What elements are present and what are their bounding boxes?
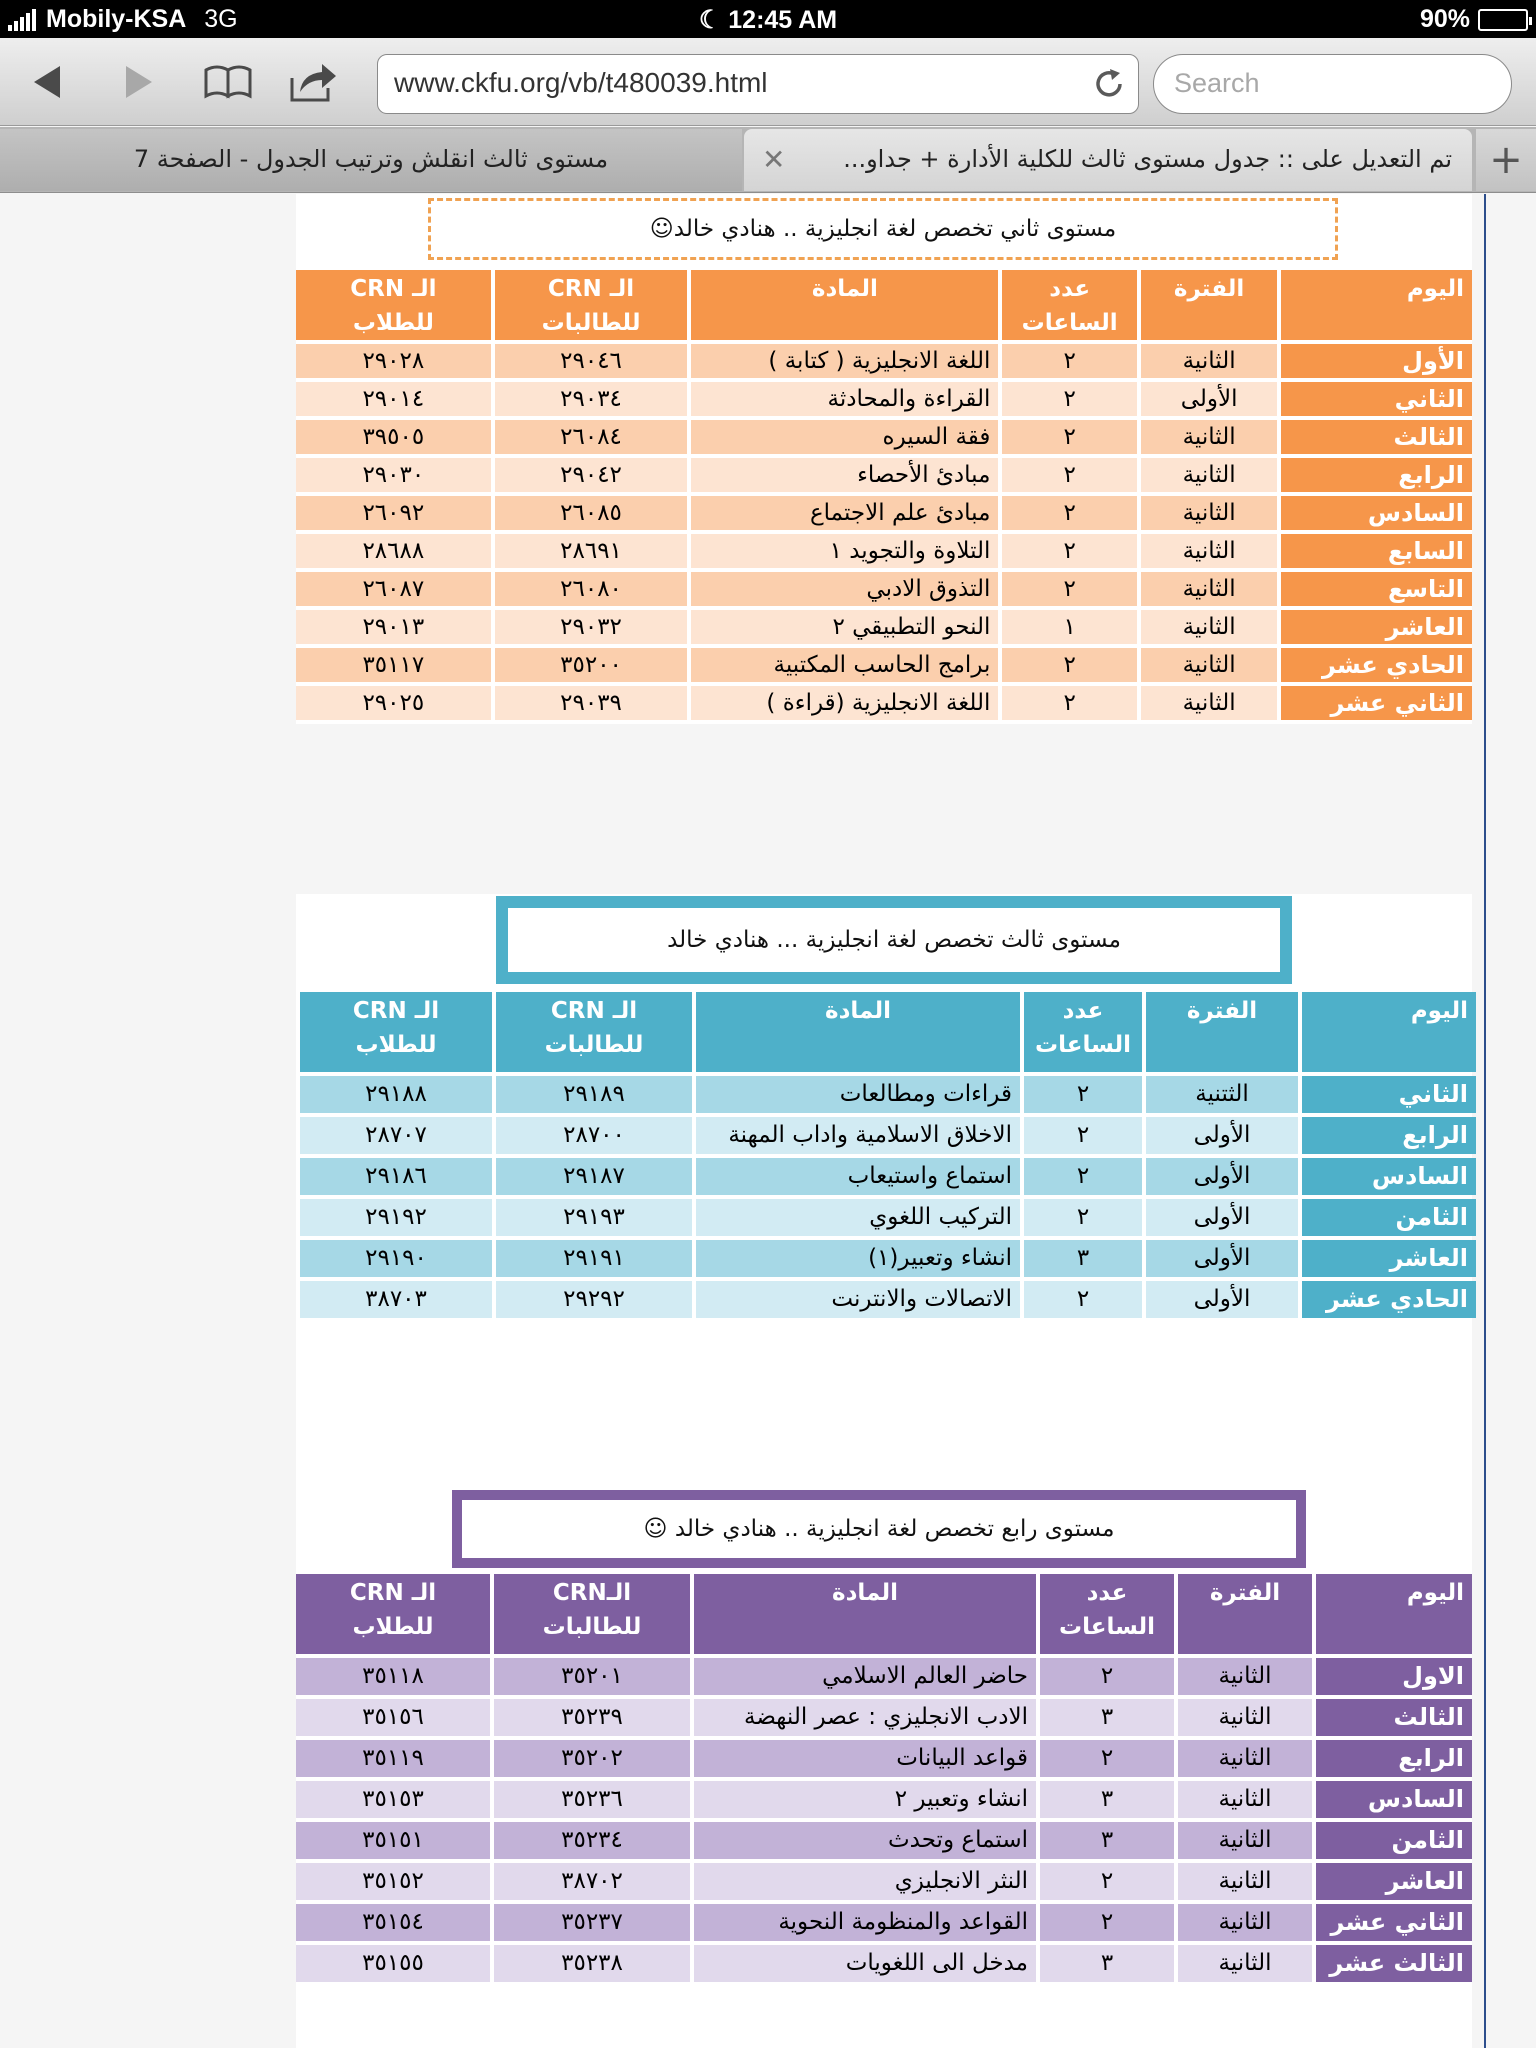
crn-male-cell: ٢٦٠٨٧ <box>296 572 491 606</box>
table-row <box>300 1158 1476 1195</box>
period-cell: الثانية <box>1141 420 1277 454</box>
crn-female-cell: ٢٩٠٤٦ <box>495 344 688 378</box>
hours-cell: ٢ <box>1002 572 1136 606</box>
day-cell: الثاني عشر <box>1281 686 1472 720</box>
crn-female-cell: ٣٥٢٣٩ <box>494 1699 690 1736</box>
page-edge-line <box>1484 194 1486 2048</box>
url-bar[interactable] <box>377 54 1139 114</box>
subject-cell: النحو التطبيقي ٢ <box>691 610 998 644</box>
period-cell: الثانية <box>1141 496 1277 530</box>
hours-cell: ٢ <box>1002 458 1136 492</box>
table-title <box>452 1490 1306 1568</box>
period-cell: الثانية <box>1141 686 1277 720</box>
crn-female-cell: ٣٥٢٣٧ <box>494 1904 690 1941</box>
period-cell: الثانية <box>1141 344 1277 378</box>
table-row <box>296 420 1472 454</box>
status-bar <box>0 0 1536 38</box>
table-row <box>296 1863 1472 1900</box>
period-cell: الأولى <box>1141 382 1277 416</box>
day-cell: السادس <box>1281 496 1472 530</box>
subject-cell: التذوق الادبي <box>691 572 998 606</box>
period-cell: الثتنية <box>1146 1076 1298 1113</box>
subject-cell: مبادئ الأحصاء <box>691 458 998 492</box>
hours-cell: ٢ <box>1024 1117 1142 1154</box>
period-cell: الأولى <box>1146 1117 1298 1154</box>
table-row <box>296 382 1472 416</box>
day-cell: الرابع <box>1316 1740 1472 1777</box>
day-cell: الرابع <box>1281 458 1472 492</box>
hours-cell: ٣ <box>1040 1822 1174 1859</box>
table-row <box>296 1822 1472 1859</box>
header-hours: عدد الساعات <box>1024 992 1142 1072</box>
close-tab-icon[interactable]: ✕ <box>762 143 786 176</box>
period-cell: الثانية <box>1178 1781 1312 1818</box>
crn-male-cell: ٢٨٧٠٧ <box>300 1117 492 1154</box>
header-crn-male: الـ CRN للطلاب <box>296 1574 490 1654</box>
table-row <box>300 1117 1476 1154</box>
hours-cell: ٣ <box>1040 1781 1174 1818</box>
crn-female-cell: ٢٩١٨٧ <box>496 1158 692 1195</box>
crn-female-cell: ٣٥٢٠٢ <box>494 1740 690 1777</box>
crn-male-cell: ٣٨٧٠٣ <box>300 1281 492 1318</box>
tab-schedule-page[interactable] <box>0 129 742 191</box>
crn-male-cell: ٢٩١٩٠ <box>300 1240 492 1277</box>
hours-cell: ٣ <box>1040 1699 1174 1736</box>
crn-female-cell: ٢٦٠٨٠ <box>495 572 688 606</box>
level-4-panel <box>296 1486 1472 2048</box>
table-row <box>296 1904 1472 1941</box>
subject-cell: استماع وتحدث <box>694 1822 1036 1859</box>
period-cell: الثانية <box>1178 1699 1312 1736</box>
header-row <box>296 270 1472 340</box>
crn-male-cell: ٣٥١٥٣ <box>296 1781 490 1818</box>
crn-male-cell: ٢٩٠١٣ <box>296 610 491 644</box>
crn-female-cell: ٢٩٠٣٢ <box>495 610 688 644</box>
subject-cell: اللغة الانجليزية ( كتابة ) <box>691 344 998 378</box>
period-cell: الثانية <box>1141 458 1277 492</box>
hours-cell: ٢ <box>1002 420 1136 454</box>
hours-cell: ٢ <box>1002 686 1136 720</box>
header-row <box>300 992 1476 1072</box>
header-subject: المادة <box>691 270 998 340</box>
tab-current[interactable] <box>744 129 1472 191</box>
crn-male-cell: ٣٥١١٩ <box>296 1740 490 1777</box>
hours-cell: ٢ <box>1002 496 1136 530</box>
table-row <box>300 1076 1476 1113</box>
day-cell: الثاني عشر <box>1316 1904 1472 1941</box>
header-subject: المادة <box>694 1574 1036 1654</box>
header-row <box>296 1574 1472 1654</box>
hours-cell: ٢ <box>1002 648 1136 682</box>
period-cell: الثانية <box>1141 572 1277 606</box>
crn-female-cell: ٢٩١٨٩ <box>496 1076 692 1113</box>
day-cell: الثامن <box>1302 1199 1476 1236</box>
table-row <box>296 1740 1472 1777</box>
hours-cell: ٢ <box>1002 382 1136 416</box>
share-button[interactable] <box>284 52 344 112</box>
day-cell: التاسع <box>1281 572 1472 606</box>
day-cell: الثامن <box>1316 1822 1472 1859</box>
crn-female-cell: ٣٥٢٣٨ <box>494 1945 690 1982</box>
table-title <box>428 198 1338 260</box>
period-cell: الثانية <box>1178 1945 1312 1982</box>
hours-cell: ٢ <box>1040 1658 1174 1695</box>
url-text: www.ckfu.org/vb/t480039.html <box>394 67 768 98</box>
crn-female-cell: ٢٩٠٤٢ <box>495 458 688 492</box>
header-crn-male: الـ CRN للطلاب <box>300 992 492 1072</box>
day-cell: الرابع <box>1302 1117 1476 1154</box>
table-row <box>300 1240 1476 1277</box>
crn-male-cell: ٢٦٠٩٢ <box>296 496 491 530</box>
subject-cell: استماع واستيعاب <box>696 1158 1020 1195</box>
period-cell: الأولى <box>1146 1281 1298 1318</box>
crn-female-cell: ٢٩٢٩٢ <box>496 1281 692 1318</box>
subject-cell: الاخلاق الاسلامية واداب المهنة <box>696 1117 1020 1154</box>
crn-male-cell: ٣٩٥٠٥ <box>296 420 491 454</box>
crn-female-cell: ٢٨٦٩١ <box>495 534 688 568</box>
table-row <box>296 1658 1472 1695</box>
table-row <box>296 496 1472 530</box>
table-title-text: مستوى رابع تخصص لغة انجليزية .. هنادي خالد ☺ <box>643 1516 1115 1542</box>
table-row <box>296 648 1472 682</box>
day-cell: السادس <box>1302 1158 1476 1195</box>
day-cell: الاول <box>1316 1658 1472 1695</box>
subject-cell: فقة السيره <box>691 420 998 454</box>
day-cell: الثالث <box>1281 420 1472 454</box>
day-cell: السابع <box>1281 534 1472 568</box>
period-cell: الثانية <box>1141 610 1277 644</box>
search-placeholder: Search <box>1174 68 1260 98</box>
subject-cell: القواعد والمنظومة النحوية <box>694 1904 1036 1941</box>
period-cell: الثانية <box>1178 1740 1312 1777</box>
moon-icon: ☾ <box>698 6 722 34</box>
crn-male-cell: ٣٥١٥٥ <box>296 1945 490 1982</box>
search-input[interactable] <box>1153 54 1512 114</box>
hours-cell: ٢ <box>1024 1158 1142 1195</box>
table-row <box>296 1945 1472 1982</box>
browser-toolbar <box>0 38 1536 126</box>
header-day: اليوم <box>1316 1574 1472 1654</box>
header-period: الفترة <box>1146 992 1298 1072</box>
crn-female-cell: ٢٩١٩١ <box>496 1240 692 1277</box>
hours-cell: ١ <box>1002 610 1136 644</box>
period-cell: الأولى <box>1146 1199 1298 1236</box>
table-row <box>296 572 1472 606</box>
header-period: الفترة <box>1178 1574 1312 1654</box>
day-cell: الثالث <box>1316 1699 1472 1736</box>
forward-button[interactable] <box>108 52 168 112</box>
day-cell: الثالث عشر <box>1316 1945 1472 1982</box>
period-cell: الأولى <box>1146 1240 1298 1277</box>
reload-icon[interactable] <box>1092 67 1126 101</box>
header-day: اليوم <box>1281 270 1472 340</box>
crn-male-cell: ٣٥١٥٦ <box>296 1699 490 1736</box>
bookmarks-button[interactable] <box>198 52 258 112</box>
header-hours: عدد الساعات <box>1040 1574 1174 1654</box>
period-cell: الثانية <box>1178 1904 1312 1941</box>
crn-male-cell: ٢٩٠١٤ <box>296 382 491 416</box>
hours-cell: ٢ <box>1002 344 1136 378</box>
schedule-table <box>296 988 1480 1322</box>
header-day: اليوم <box>1302 992 1476 1072</box>
subject-cell: النثر الانجليزي <box>694 1863 1036 1900</box>
subject-cell: مبادئ علم الاجتماع <box>691 496 998 530</box>
crn-male-cell: ٣٥١١٧ <box>296 648 491 682</box>
crn-male-cell: ٣٥١٥٤ <box>296 1904 490 1941</box>
day-cell: الحادي عشر <box>1302 1281 1476 1318</box>
header-hours: عدد الساعات <box>1002 270 1136 340</box>
hours-cell: ٢ <box>1040 1863 1174 1900</box>
subject-cell: مدخل الى اللغويات <box>694 1945 1036 1982</box>
hours-cell: ٣ <box>1040 1945 1174 1982</box>
crn-female-cell: ٣٥٢٣٦ <box>494 1781 690 1818</box>
crn-male-cell: ٣٥١٥٢ <box>296 1863 490 1900</box>
tab-label: تم التعديل على :: جدول مستوى ثالث للكلية الأدارة + جداو... <box>843 145 1452 173</box>
share-icon <box>288 60 340 104</box>
hours-cell: ٣ <box>1024 1240 1142 1277</box>
crn-male-cell: ٢٩٠٢٥ <box>296 686 491 720</box>
subject-cell: التركيب اللغوي <box>696 1199 1020 1236</box>
tab-label: مستوى ثالث انقلش وترتيب الجدول - الصفحة 7 <box>133 145 609 173</box>
subject-cell: الادب الانجليزي : عصر النهضة <box>694 1699 1036 1736</box>
crn-male-cell: ٢٩١٩٢ <box>300 1199 492 1236</box>
day-cell: العاشر <box>1281 610 1472 644</box>
table-row <box>296 534 1472 568</box>
crn-female-cell: ٢٨٧٠٠ <box>496 1117 692 1154</box>
crn-female-cell: ٢٦٠٨٥ <box>495 496 688 530</box>
crn-male-cell: ٢٩٠٢٨ <box>296 344 491 378</box>
schedule-table <box>292 266 1476 724</box>
subject-cell: برامج الحاسب المكتبية <box>691 648 998 682</box>
day-cell: الثاني <box>1302 1076 1476 1113</box>
tab-bar <box>0 127 1536 193</box>
crn-male-cell: ٢٩١٨٨ <box>300 1076 492 1113</box>
period-cell: الأولى <box>1146 1158 1298 1195</box>
new-tab-button[interactable] <box>1476 129 1536 191</box>
subject-cell: حاضر العالم الاسلامي <box>694 1658 1036 1695</box>
subject-cell: قواعد البيانات <box>694 1740 1036 1777</box>
battery-icon <box>1478 9 1528 31</box>
crn-female-cell: ٣٥٢٠٠ <box>495 648 688 682</box>
back-button[interactable] <box>18 52 78 112</box>
day-cell: العاشر <box>1316 1863 1472 1900</box>
crn-female-cell: ٢٩٠٣٩ <box>495 686 688 720</box>
table-row <box>296 686 1472 720</box>
subject-cell: انشاء وتعبير ٢ <box>694 1781 1036 1818</box>
level-2-panel <box>296 194 1472 724</box>
table-row <box>296 344 1472 378</box>
crn-male-cell: ٣٥١٥١ <box>296 1822 490 1859</box>
time-label: 12:45 AM <box>728 6 838 34</box>
day-cell: الثاني <box>1281 382 1472 416</box>
crn-male-cell: ٢٩١٨٦ <box>300 1158 492 1195</box>
carrier-label: Mobily-KSA <box>46 5 187 33</box>
table-title <box>496 896 1292 984</box>
crn-female-cell: ٢٩١٩٣ <box>496 1199 692 1236</box>
day-cell: الحادي عشر <box>1281 648 1472 682</box>
period-cell: الثانية <box>1141 648 1277 682</box>
crn-female-cell: ٢٦٠٨٤ <box>495 420 688 454</box>
period-cell: الثانية <box>1178 1822 1312 1859</box>
table-row <box>296 1781 1472 1818</box>
hours-cell: ٢ <box>1040 1904 1174 1941</box>
period-cell: الثانية <box>1178 1658 1312 1695</box>
table-row <box>300 1199 1476 1236</box>
subject-cell: القراءة والمحادثة <box>691 382 998 416</box>
table-row <box>296 458 1472 492</box>
forward-arrow-icon <box>118 62 158 102</box>
header-subject: المادة <box>696 992 1020 1072</box>
hours-cell: ٢ <box>1040 1740 1174 1777</box>
back-arrow-icon <box>28 62 68 102</box>
subject-cell: قراءات ومطالعات <box>696 1076 1020 1113</box>
subject-cell: التلاوة والتجويد ١ <box>691 534 998 568</box>
day-cell: العاشر <box>1302 1240 1476 1277</box>
period-cell: الثانية <box>1178 1863 1312 1900</box>
crn-female-cell: ٣٥٢٠١ <box>494 1658 690 1695</box>
table-title-text: مستوى ثالث تخصص لغة انجليزية ... هنادي خالد <box>667 927 1121 953</box>
level-3-panel <box>296 894 1472 1554</box>
clock <box>0 5 1536 35</box>
crn-female-cell: ٢٩٠٣٤ <box>495 382 688 416</box>
plus-icon: + <box>1489 137 1523 183</box>
day-cell: الأول <box>1281 344 1472 378</box>
book-icon <box>202 62 254 102</box>
table-title-text: مستوى ثاني تخصص لغة انجليزية .. هنادي خالد☺ <box>649 216 1117 242</box>
day-cell: السادس <box>1316 1781 1472 1818</box>
crn-male-cell: ٢٨٦٨٨ <box>296 534 491 568</box>
hours-cell: ٢ <box>1002 534 1136 568</box>
header-crn-male: الـ CRN للطلاب <box>296 270 491 340</box>
battery-label: 90% <box>1419 5 1470 33</box>
crn-female-cell: ٣٨٧٠٢ <box>494 1863 690 1900</box>
header-crn-female: الـCRN للطالبات <box>494 1574 690 1654</box>
crn-male-cell: ٢٩٠٣٠ <box>296 458 491 492</box>
table-row <box>296 1699 1472 1736</box>
subject-cell: اللغة الانجليزية (قراءة ) <box>691 686 998 720</box>
crn-female-cell: ٣٥٢٣٤ <box>494 1822 690 1859</box>
period-cell: الثانية <box>1141 534 1277 568</box>
table-row <box>300 1281 1476 1318</box>
header-period: الفترة <box>1141 270 1277 340</box>
subject-cell: انشاء وتعبير(١) <box>696 1240 1020 1277</box>
subject-cell: الاتصالات والانترنت <box>696 1281 1020 1318</box>
hours-cell: ٢ <box>1024 1199 1142 1236</box>
crn-male-cell: ٣٥١١٨ <box>296 1658 490 1695</box>
header-crn-female: الـ CRN للطالبات <box>495 270 688 340</box>
hours-cell: ٢ <box>1024 1076 1142 1113</box>
schedule-table <box>292 1570 1476 1986</box>
table-row <box>296 610 1472 644</box>
header-crn-female: الـ CRN للطالبات <box>496 992 692 1072</box>
hours-cell: ٢ <box>1024 1281 1142 1318</box>
page-content <box>0 194 1536 2048</box>
network-label: 3G <box>204 5 238 33</box>
